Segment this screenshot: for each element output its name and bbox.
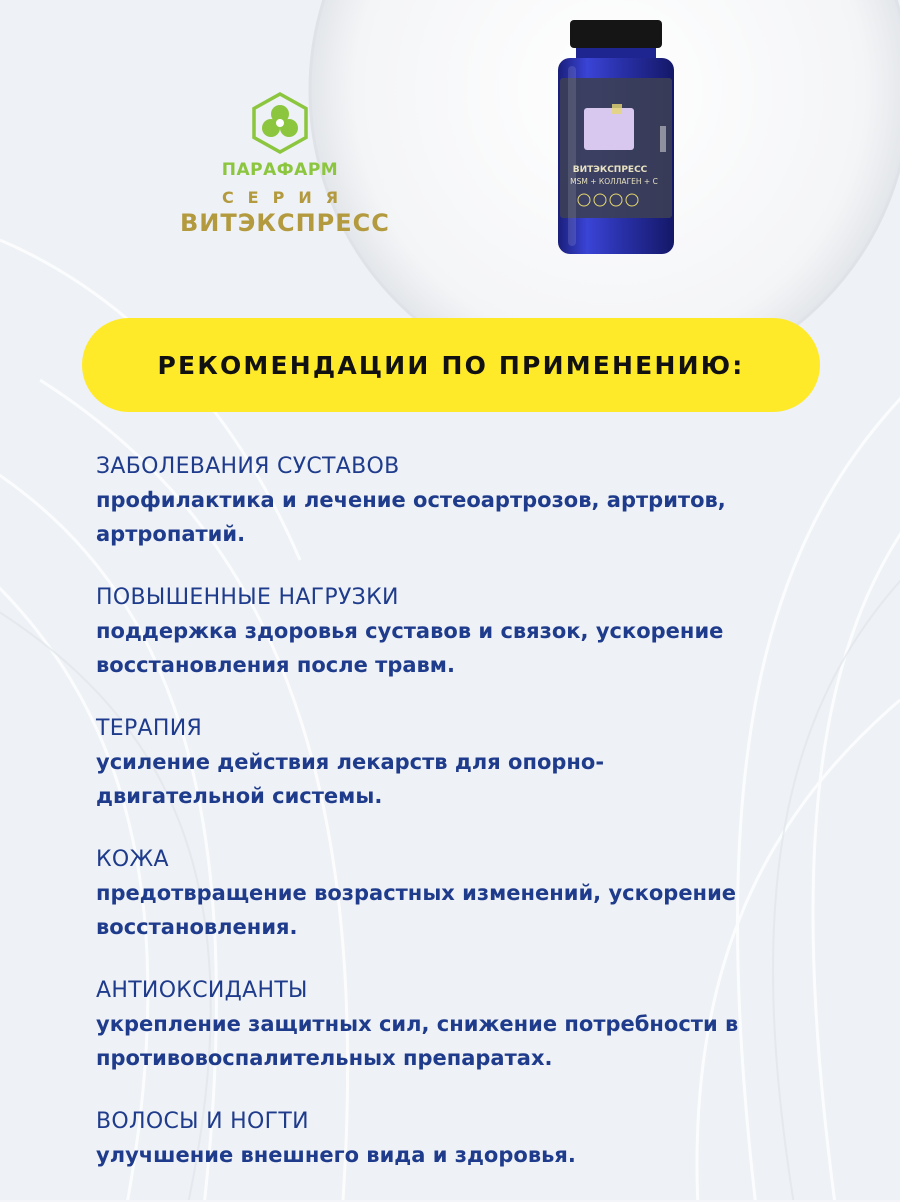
recommendations-list [96,450,856,1202]
product-bottle [556,18,676,258]
list-item [96,843,856,944]
item-description [96,483,856,551]
description-line: улучшение внешнего вида и здоровья. [96,1143,576,1167]
item-description [96,614,856,682]
brand-logo [180,92,390,237]
description-line: профилактика и лечение остеоартрозов, артритов, [96,488,726,512]
bottle-label-name: ВИТЭКСПРЕСС [572,165,648,175]
description-line: восстановления. [96,915,298,939]
list-item [96,1105,856,1172]
recommendations-banner [82,318,820,412]
description-line: противовоспалительных препаратах. [96,1046,553,1070]
item-title: ЗАБОЛЕВАНИЯ СУСТАВОВ [96,454,400,479]
description-line: поддержка здоровья суставов и связок, ускорение [96,619,724,643]
series-label: СЕРИЯ [221,188,353,207]
item-title: КОЖА [96,847,169,872]
series-name: ВИТЭКСПРЕСС [180,209,390,237]
description-line: предотвращение возрастных изменений, ускорение [96,881,737,905]
item-description [96,745,856,813]
list-item [96,974,856,1075]
item-title: АНТИОКСИДАНТЫ [96,978,308,1003]
item-title: ТЕРАПИЯ [96,716,203,741]
item-description [96,876,856,944]
item-title: ПОВЫШЕННЫЕ НАГРУЗКИ [96,585,399,610]
banner-title: РЕКОМЕНДАЦИИ ПО ПРИМЕНЕНИЮ: [157,350,745,380]
trefoil-logo-icon [249,92,311,154]
description-line: артропатий. [96,522,246,546]
item-title: ВОЛОСЫ И НОГТИ [96,1109,309,1134]
description-line: укрепление защитных сил, снижение потребности в [96,1012,739,1036]
list-item [96,712,856,813]
description-line: восстановления после травм. [96,653,455,677]
item-description [96,1138,856,1172]
item-description [96,1007,856,1075]
list-item [96,581,856,682]
bottle-label-formula: MSM + КОЛЛАГЕН + С [570,177,658,186]
brand-name: ПАРАФАРМ [221,160,339,180]
description-line: двигательной системы. [96,784,383,808]
description-line: усиление действия лекарств для опорно- [96,750,605,774]
list-item [96,450,856,551]
